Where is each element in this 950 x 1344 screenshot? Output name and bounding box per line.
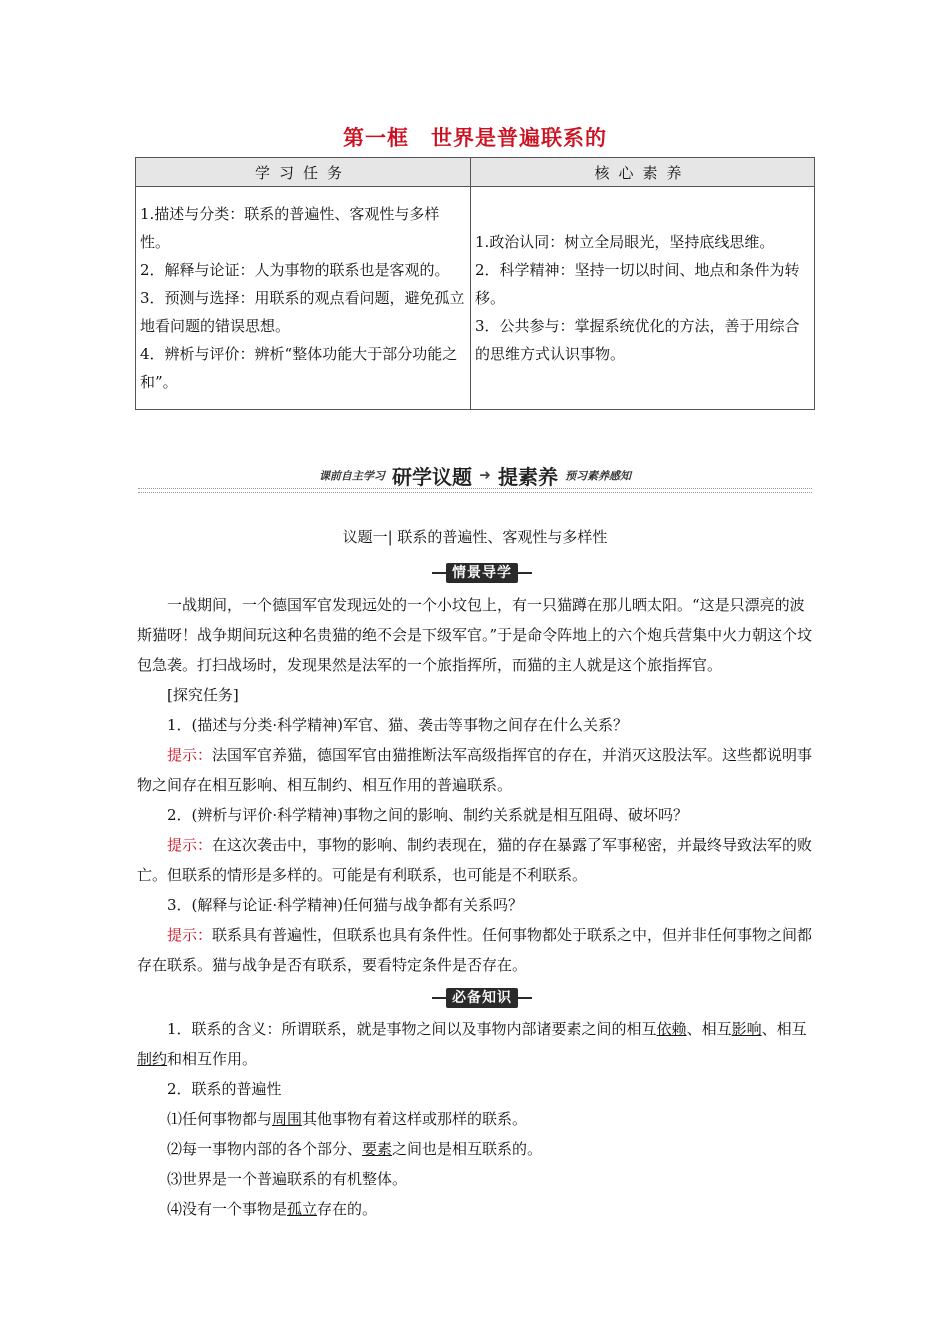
- literacy-item: 1.政治认同：树立全局眼光，坚持底线思维。: [475, 233, 775, 251]
- topic-heading: 议题一| 联系的普遍性、客观性与多样性: [342, 528, 608, 546]
- answer-3: [137, 920, 815, 980]
- underlined-term: 制约: [137, 1050, 168, 1068]
- hint-text: 法国军官养猫，德国军官由猫推断法军高级指挥官的存在，并消灭这股法军。这些都说明事物之间存在相互影响、相互制约、相互作用的普遍联系。: [137, 746, 813, 794]
- arrow-icon: ➜: [479, 467, 491, 484]
- section-tag-scenario: [432, 561, 532, 587]
- hint-label: 提示：: [167, 746, 213, 764]
- hint-label: 提示：: [167, 836, 213, 854]
- task-item: 3．预测与选择：用联系的观点看问题，避免孤立地看问题的错误思想。: [140, 289, 465, 335]
- explore-title: [探究任务]: [167, 686, 239, 704]
- text-span: 存在的。: [317, 1200, 378, 1218]
- literacy-item: 2．科学精神：坚持一切以时间、地点和条件为转移。: [475, 261, 800, 307]
- text-span: ⑴任何事物都与: [167, 1110, 273, 1128]
- knowledge-point-2: [137, 1134, 815, 1164]
- knowledge-definition: [137, 1014, 815, 1074]
- answer-1: [137, 740, 815, 800]
- task-item: 4．辨析与评价：辨析“整体功能大于部分功能之和”。: [140, 345, 458, 391]
- text-span: 其他事物有着这样或那样的联系。: [302, 1110, 528, 1128]
- knowledge-heading-2: 2．联系的普遍性: [167, 1080, 282, 1098]
- page-title: 第一框 世界是普遍联系的: [343, 126, 607, 150]
- underlined-term: 要素: [362, 1140, 393, 1158]
- section-banner: [138, 461, 812, 495]
- underlined-term: 周围: [272, 1110, 303, 1128]
- banner-right-label: 预习素养感知: [565, 469, 632, 483]
- task-item: 2．解释与论证：人为事物的联系也是客观的。: [140, 261, 450, 279]
- underlined-term: 依赖: [656, 1020, 687, 1038]
- knowledge-section: [137, 1014, 815, 1224]
- tasks-cell: [136, 187, 471, 410]
- literacy-item: 3．公共参与：掌握系统优化的方法，善于用综合的思维方式认识事物。: [475, 317, 800, 363]
- scenario-section: [137, 590, 815, 980]
- banner-title-1: 研学议题: [392, 465, 473, 489]
- knowledge-point-1: [137, 1104, 815, 1134]
- question-1: 1．(描述与分类·科学精神)军官、猫、袭击等事物之间存在什么关系？: [167, 716, 629, 734]
- underlined-term: 孤立: [287, 1200, 318, 1218]
- table-header-literacy: 核心素养: [471, 158, 815, 187]
- banner-title-2: 提素养: [497, 465, 558, 489]
- hint-text: 在这次袭击中，事物的影响、制约表现在，猫的存在暴露了军事秘密，并最终导致法军的败亡。但联系的情形是多样的。可能是有利联系，也可能是不利联系。: [137, 836, 813, 884]
- text-span: ⑵每一事物内部的各个部分、: [167, 1140, 363, 1158]
- question-3: 3．(解释与论证·科学精神)任何猫与战争都有关系吗？: [167, 896, 524, 914]
- text-span: 和相互作用。: [167, 1050, 258, 1068]
- knowledge-point-3: ⑶世界是一个普遍联系的有机整体。: [167, 1170, 408, 1188]
- task-item: 1.描述与分类：联系的普遍性、客观性与多样性。: [140, 205, 440, 251]
- goals-table: [135, 157, 815, 410]
- text-span: 之间也是相互联系的。: [392, 1140, 543, 1158]
- section-tag-knowledge: [432, 986, 532, 1012]
- text-span: 、相互: [686, 1020, 732, 1038]
- tag-label: 必备知识: [446, 988, 518, 1008]
- text-span: 、相互: [761, 1020, 807, 1038]
- hint-label: 提示：: [167, 926, 213, 944]
- scenario-paragraph: 一战期间，一个德国军官发现远处的一个小坟包上，有一只猫蹲在那儿晒太阳。“这是只漂亮的波斯猫呀！战争期间玩这种名贵猫的绝不会是下级军官。”于是命令阵地上的六个炮兵营集中火力朝这个坟包急袭。打扫战场时，发现果然是法军的一个旅指挥所，而猫的主人就是这个旅指挥官。: [137, 596, 813, 674]
- tag-label: 情景导学: [446, 563, 518, 583]
- hint-text: 联系具有普遍性，但联系也具有条件性。任何事物都处于联系之中，但并非任何事物之间都存在联系。猫与战争是否有联系，要看特定条件是否存在。: [137, 926, 813, 974]
- table-header-tasks: 学习任务: [136, 158, 471, 187]
- banner-left-label: 课前自主学习: [318, 469, 385, 483]
- question-2: 2．(辨析与评价·科学精神)事物之间的影响、制约关系就是相互阻碍、破坏吗？: [167, 806, 689, 824]
- literacy-cell: [471, 187, 815, 410]
- underlined-term: 影响: [731, 1020, 762, 1038]
- knowledge-point-4: [137, 1194, 815, 1224]
- text-span: ⑷没有一个事物是: [167, 1200, 288, 1218]
- answer-2: [137, 830, 815, 890]
- text-span: 1．联系的含义：所谓联系，就是事物之间以及事物内部诸要素之间的相互: [167, 1020, 657, 1038]
